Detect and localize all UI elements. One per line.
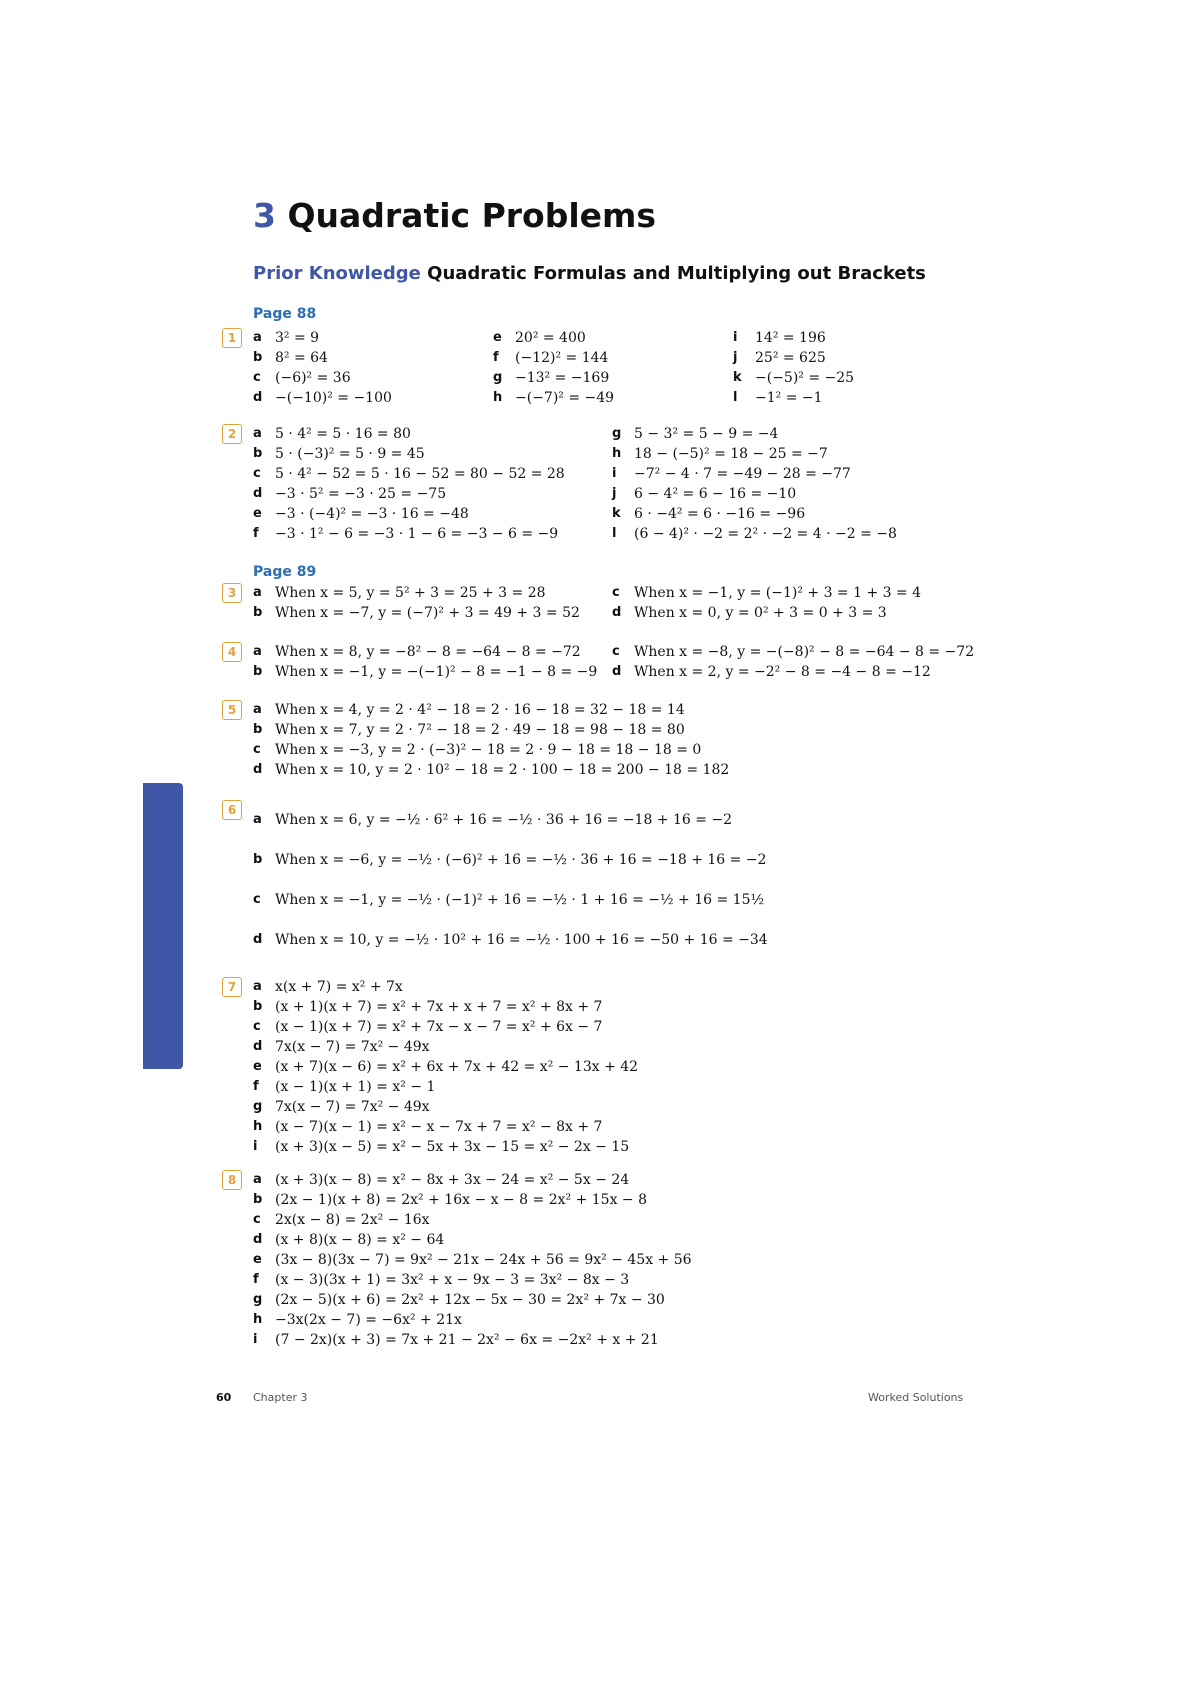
answer-line xyxy=(253,800,768,840)
answer-text: (x − 3)(3x + 1) = 3x² + x − 9x − 3 = 3x² − 8x − 3 xyxy=(275,1272,630,1288)
answer-line xyxy=(253,1230,692,1250)
page-88-heading: Page 88 xyxy=(253,306,317,322)
question-number-box: 3 xyxy=(222,583,242,603)
answer-text: 25² = 625 xyxy=(755,350,826,366)
answer-text: −(−10)² = −100 xyxy=(275,390,392,406)
answer-line xyxy=(493,368,614,388)
answer-line xyxy=(612,444,897,464)
answer-text: −(−7)² = −49 xyxy=(515,390,615,406)
answer-line xyxy=(612,504,897,524)
answer-line xyxy=(253,880,768,920)
answer-text: (x + 1)(x + 7) = x² + 7x + x + 7 = x² + 8x + 7 xyxy=(275,999,603,1015)
answer-text: −3x(2x − 7) = −6x² + 21x xyxy=(275,1312,462,1328)
answer-column xyxy=(253,700,729,780)
answer-line xyxy=(253,700,729,720)
answer-label: f xyxy=(253,1079,259,1094)
answer-line xyxy=(253,424,565,444)
answer-label: c xyxy=(253,466,261,481)
answer-line xyxy=(253,1270,692,1290)
answer-label: b xyxy=(253,350,263,365)
answer-line xyxy=(612,424,897,444)
answer-text: When x = −1, y = −½ · (−1)² + 16 = −½ · 1 + 16 = −½ + 16 = 15½ xyxy=(275,892,765,908)
answer-label: d xyxy=(253,1232,263,1247)
answer-text: When x = 0, y = 0² + 3 = 0 + 3 = 3 xyxy=(634,605,887,621)
answer-label: k xyxy=(612,506,621,521)
page-number: 60 xyxy=(216,1391,232,1404)
page-89-heading: Page 89 xyxy=(253,564,317,580)
answer-label: e xyxy=(253,1059,262,1074)
answer-text: 20² = 400 xyxy=(515,330,586,346)
answer-text: When x = 7, y = 2 · 7² − 18 = 2 · 49 − 18 = 98 − 18 = 80 xyxy=(275,722,685,738)
question-number-box: 6 xyxy=(222,800,242,820)
answer-line xyxy=(253,720,729,740)
answer-label: d xyxy=(253,932,263,947)
answer-text: When x = −1, y = (−1)² + 3 = 1 + 3 = 4 xyxy=(634,585,922,601)
answer-label: i xyxy=(253,1332,258,1347)
answer-text: 2x(x − 8) = 2x² − 16x xyxy=(275,1212,430,1228)
answer-text: When x = −3, y = 2 · (−3)² − 18 = 2 · 9 − 18 = 18 − 18 = 0 xyxy=(275,742,702,758)
answer-text: When x = −8, y = −(−8)² − 8 = −64 − 8 = −72 xyxy=(634,644,975,660)
answer-label: b xyxy=(253,999,263,1014)
answer-text: 7x(x − 7) = 7x² − 49x xyxy=(275,1039,430,1055)
answer-label: a xyxy=(253,979,262,994)
answer-line xyxy=(612,464,897,484)
answer-line xyxy=(253,977,638,997)
answer-text: (7 − 2x)(x + 3) = 7x + 21 − 2x² − 6x = −2x² + x + 21 xyxy=(275,1332,659,1348)
answer-text: When x = 2, y = −2² − 8 = −4 − 8 = −12 xyxy=(634,664,931,680)
answer-line xyxy=(253,1077,638,1097)
answer-column xyxy=(253,800,768,960)
answer-label: a xyxy=(253,644,262,659)
answer-text: When x = 8, y = −8² − 8 = −64 − 8 = −72 xyxy=(275,644,581,660)
chapter-title xyxy=(253,196,656,235)
answer-label: j xyxy=(733,350,738,365)
answer-text: 7x(x − 7) = 7x² − 49x xyxy=(275,1099,430,1115)
answer-text: When x = 4, y = 2 · 4² − 18 = 2 · 16 − 18 = 32 − 18 = 14 xyxy=(275,702,685,718)
answer-column xyxy=(612,642,974,682)
answer-label: b xyxy=(253,446,263,461)
answer-text: When x = 5, y = 5² + 3 = 25 + 3 = 28 xyxy=(275,585,546,601)
answer-line xyxy=(612,642,974,662)
answer-line xyxy=(253,662,597,682)
answer-label: a xyxy=(253,426,262,441)
answer-label: e xyxy=(493,330,502,345)
answer-line xyxy=(253,760,729,780)
question-number-box: 8 xyxy=(222,1170,242,1190)
answer-label: b xyxy=(253,664,263,679)
answer-line xyxy=(253,1170,692,1190)
answer-line xyxy=(612,524,897,544)
answer-label: d xyxy=(612,605,622,620)
answer-text: 5 · (−3)² = 5 · 9 = 45 xyxy=(275,446,425,462)
answer-text: (3x − 8)(3x − 7) = 9x² − 21x − 24x + 56 = 9x² − 45x + 56 xyxy=(275,1252,692,1268)
answer-line xyxy=(253,484,565,504)
answer-label: e xyxy=(253,1252,262,1267)
answer-label: d xyxy=(253,486,263,501)
answer-line xyxy=(253,1290,692,1310)
answer-text: 6 − 4² = 6 − 16 = −10 xyxy=(634,486,797,502)
answer-label: c xyxy=(253,1212,261,1227)
answer-line xyxy=(493,328,614,348)
answer-line xyxy=(253,1117,638,1137)
answer-text: (x − 1)(x + 7) = x² + 7x − x − 7 = x² + 6x − 7 xyxy=(275,1019,603,1035)
answer-text: When x = −1, y = −(−1)² − 8 = −1 − 8 = −9 xyxy=(275,664,598,680)
section-subtitle xyxy=(253,263,926,284)
answer-text: (x + 7)(x − 6) = x² + 6x + 7x + 42 = x² − 13x + 42 xyxy=(275,1059,639,1075)
answer-column xyxy=(612,583,921,623)
answer-label: c xyxy=(253,742,261,757)
answer-column xyxy=(493,328,614,408)
answer-line xyxy=(253,1210,692,1230)
answer-label: g xyxy=(493,370,503,385)
answer-line xyxy=(733,388,854,408)
footer-chapter: Chapter 3 xyxy=(253,1391,308,1404)
answer-text: (x − 7)(x − 1) = x² − x − 7x + 7 = x² − 8x + 7 xyxy=(275,1119,603,1135)
answer-line xyxy=(253,1037,638,1057)
prior-knowledge-label: Prior Knowledge xyxy=(253,263,421,284)
answer-text: 5 · 4² = 5 · 16 = 80 xyxy=(275,426,411,442)
answer-line xyxy=(493,388,614,408)
answer-text: −3 · (−4)² = −3 · 16 = −48 xyxy=(275,506,469,522)
answer-label: h xyxy=(493,390,503,405)
answer-line xyxy=(253,642,597,662)
answer-line xyxy=(253,920,768,960)
answer-text: When x = 10, y = −½ · 10² + 16 = −½ · 100 + 16 = −50 + 16 = −34 xyxy=(275,932,768,948)
answer-line xyxy=(253,444,565,464)
answer-line xyxy=(253,1330,692,1350)
answer-text: When x = −7, y = (−7)² + 3 = 49 + 3 = 52 xyxy=(275,605,580,621)
answer-line xyxy=(253,840,768,880)
answer-label: b xyxy=(253,605,263,620)
answer-column xyxy=(253,424,565,544)
answer-label: g xyxy=(612,426,622,441)
answer-line xyxy=(612,484,897,504)
answer-label: d xyxy=(253,762,263,777)
answer-label: i xyxy=(612,466,617,481)
answer-text: −3 · 1² − 6 = −3 · 1 − 6 = −3 − 6 = −9 xyxy=(275,526,559,542)
answer-label: a xyxy=(253,702,262,717)
answer-text: 3² = 9 xyxy=(275,330,320,346)
answer-label: d xyxy=(253,1039,263,1054)
question-number-box: 7 xyxy=(222,977,242,997)
answer-text: (6 − 4)² · −2 = 2² · −2 = 4 · −2 = −8 xyxy=(634,526,897,542)
answer-text: When x = −6, y = −½ · (−6)² + 16 = −½ · 36 + 16 = −18 + 16 = −2 xyxy=(275,852,767,868)
answer-line xyxy=(612,603,921,623)
answer-label: h xyxy=(253,1119,263,1134)
answer-line xyxy=(253,524,565,544)
answer-line xyxy=(733,328,854,348)
answer-label: e xyxy=(253,506,262,521)
answer-text: −3 · 5² = −3 · 25 = −75 xyxy=(275,486,447,502)
answer-label: h xyxy=(612,446,622,461)
prior-knowledge-title: Quadratic Formulas and Multiplying out Brackets xyxy=(427,263,926,284)
answer-column xyxy=(733,328,854,408)
answer-line xyxy=(733,348,854,368)
answer-label: f xyxy=(253,1272,259,1287)
answer-text: (2x − 5)(x + 6) = 2x² + 12x − 5x − 30 = 2x² + 7x − 30 xyxy=(275,1292,665,1308)
answer-line xyxy=(253,1310,692,1330)
answer-text: (x + 8)(x − 8) = x² − 64 xyxy=(275,1232,445,1248)
answer-line xyxy=(253,504,565,524)
answer-label: f xyxy=(253,526,259,541)
answer-line xyxy=(253,997,638,1017)
answer-text: −1² = −1 xyxy=(755,390,823,406)
answer-label: b xyxy=(253,722,263,737)
answer-line xyxy=(253,348,392,368)
answer-label: g xyxy=(253,1292,263,1307)
answer-line xyxy=(253,388,392,408)
answer-text: When x = 10, y = 2 · 10² − 18 = 2 · 100 − 18 = 200 − 18 = 182 xyxy=(275,762,730,778)
answer-label: b xyxy=(253,1192,263,1207)
answer-text: 18 − (−5)² = 18 − 25 = −7 xyxy=(634,446,828,462)
answer-label: c xyxy=(253,1019,261,1034)
chapter-title-text: Quadratic Problems xyxy=(287,196,657,235)
answer-text: x(x + 7) = x² + 7x xyxy=(275,979,403,995)
answer-line xyxy=(253,1017,638,1037)
answer-column xyxy=(253,977,638,1157)
answer-label: l xyxy=(612,526,617,541)
answer-text: 14² = 196 xyxy=(755,330,826,346)
answer-line xyxy=(253,740,729,760)
answer-line xyxy=(612,662,974,682)
answer-line xyxy=(612,583,921,603)
answer-line xyxy=(253,603,580,623)
answer-column xyxy=(253,1170,692,1350)
question-number-box: 4 xyxy=(222,642,242,662)
answer-column xyxy=(253,583,580,623)
chapter-side-tab xyxy=(143,783,183,1069)
answer-line xyxy=(253,583,580,603)
answer-label: c xyxy=(612,644,620,659)
question-number-box: 2 xyxy=(222,424,242,444)
answer-label: f xyxy=(493,350,499,365)
answer-label: d xyxy=(253,390,263,405)
answer-label: k xyxy=(733,370,742,385)
answer-line xyxy=(253,1190,692,1210)
answer-line xyxy=(493,348,614,368)
answer-text: 8² = 64 xyxy=(275,350,328,366)
answer-line xyxy=(253,328,392,348)
answer-text: 5 · 4² − 52 = 5 · 16 − 52 = 80 − 52 = 28 xyxy=(275,466,565,482)
answer-label: a xyxy=(253,330,262,345)
answer-label: h xyxy=(253,1312,263,1327)
answer-text: −(−5)² = −25 xyxy=(755,370,855,386)
answer-text: (x + 3)(x − 8) = x² − 8x + 3x − 24 = x² − 5x − 24 xyxy=(275,1172,630,1188)
answer-column xyxy=(253,328,392,408)
answer-label: c xyxy=(253,370,261,385)
answer-label: i xyxy=(253,1139,258,1154)
answer-text: (2x − 1)(x + 8) = 2x² + 16x − x − 8 = 2x² + 15x − 8 xyxy=(275,1192,647,1208)
answer-label: c xyxy=(612,585,620,600)
answer-line xyxy=(253,1137,638,1157)
answer-line xyxy=(253,1097,638,1117)
answer-label: d xyxy=(612,664,622,679)
answer-text: (x − 1)(x + 1) = x² − 1 xyxy=(275,1079,436,1095)
question-number-box: 1 xyxy=(222,328,242,348)
answer-column xyxy=(253,642,597,682)
answer-label: c xyxy=(253,892,261,907)
chapter-number: 3 xyxy=(253,196,276,235)
answer-line xyxy=(253,464,565,484)
answer-line xyxy=(253,368,392,388)
question-number-box: 5 xyxy=(222,700,242,720)
answer-text: (−12)² = 144 xyxy=(515,350,609,366)
answer-label: a xyxy=(253,1172,262,1187)
answer-label: a xyxy=(253,812,262,827)
answer-label: l xyxy=(733,390,738,405)
answer-label: j xyxy=(612,486,617,501)
answer-text: (x + 3)(x − 5) = x² − 5x + 3x − 15 = x² − 2x − 15 xyxy=(275,1139,630,1155)
answer-text: (−6)² = 36 xyxy=(275,370,351,386)
answer-label: g xyxy=(253,1099,263,1114)
answer-text: 6 · −4² = 6 · −16 = −96 xyxy=(634,506,806,522)
answer-label: i xyxy=(733,330,738,345)
answer-label: b xyxy=(253,852,263,867)
answer-line xyxy=(253,1057,638,1077)
answer-label: a xyxy=(253,585,262,600)
answer-text: −7² − 4 · 7 = −49 − 28 = −77 xyxy=(634,466,851,482)
answer-line xyxy=(253,1250,692,1270)
answer-line xyxy=(733,368,854,388)
answer-text: −13² = −169 xyxy=(515,370,610,386)
footer-right-text: Worked Solutions xyxy=(868,1391,964,1404)
answer-text: 5 − 3² = 5 − 9 = −4 xyxy=(634,426,779,442)
answer-column xyxy=(612,424,897,544)
answer-text: When x = 6, y = −½ · 6² + 16 = −½ · 36 + 16 = −18 + 16 = −2 xyxy=(275,812,733,828)
